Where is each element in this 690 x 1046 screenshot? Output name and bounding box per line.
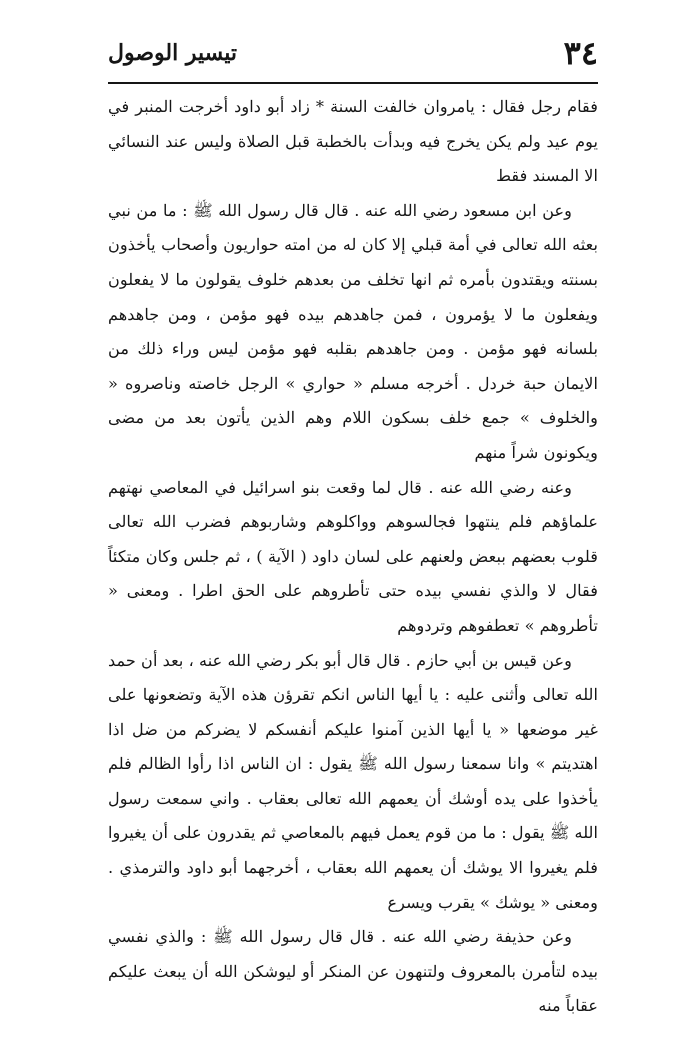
page-body [108,90,598,1024]
paragraph: وعنه رضي الله عنه . قال لما وقعت بنو اسرائيل في المعاصي نهتهم علماؤهم فلم ينتهوا فجالسوهم وواكلوهم وشاربوهم فضرب الله تعالى قلوب بعضهم ببعض ولعنهم على لسان داود ( الآية ) ، ثم جلس وكان متكئاً فقال لا والذي نفسي بيده حتى تأطروهم على الحق اطرا . ومعنى « تأطروهم » تعطفوهم وتردوهم [108,477,598,635]
header-rule [108,82,598,84]
page-number: ٣٤ [563,34,598,72]
paragraph: وعن ابن مسعود رضي الله عنه . قال قال رسول الله ﷺ : ما من نبي بعثه الله تعالى في أمة قبلي إلا كان له من امته حواريون وأصحاب يأخذون بسنته ويقتدون بأمره ثم انها تخلف من بعدهم خلوف يقولون ما لا يفعلون ويفعلون ما لا يؤمرون ، فمن جاهدهم بيده فهو مؤمن ، ومن جاهدهم بلسانه فهو مؤمن . ومن جاهدهم بقلبه فهو مؤمن ليس وراء ذلك من الايمان حبة خردل . أخرجه مسلم « حواري » الرجل خاصته وناصروه « والخلوف » جمع خلف بسكون اللام وهم الذين يأتون بعد من مضى ويكونون شراً منهم [108,200,598,462]
running-title: تيسير الوصول [108,40,238,66]
page-header [108,30,598,76]
paragraph: وعن حذيفة رضي الله عنه . قال قال رسول الله ﷺ : والذي نفسي بيده لتأمرن بالمعروف ولتنهون عن المنكر أو ليوشكن الله أن يبعث عليكم عقاباً منه [108,927,598,1016]
paragraph: فقام رجل فقال : يامروان خالفت السنة * زاد أبو داود أخرجت المنبر في يوم عيد ولم يكن يخرج فيه وبدأت بالخطبة قبل الصلاة وليس عند النسائي الا المسند فقط [108,97,598,186]
paragraph: وعن قيس بن أبي حازم . قال قال أبو بكر رضي الله عنه ، بعد أن حمد الله تعالى وأثنى عليه : يا أيها الناس انكم تقرؤن هذه الآية وتضعونها على غير موضعها « يا أيها الذين آمنوا عليكم أنفسكم لا يضركم من ضل اذا اهتديتم » وانا سمعنا رسول الله ﷺ يقول : ان الناس اذا رأوا الظالم فلم يأخذوا على يده أوشك أن يعمهم الله تعالى بعقاب . واني سمعت رسول الله ﷺ يقول : ما من قوم يعمل فيهم بالمعاصي ثم يقدرون على أن يغيروا فلم يغيروا الا يوشك أن يعمهم الله بعقاب ، أخرجهما أبو داود والترمذي . ومعنى « يوشك » يقرب ويسرع [108,650,598,912]
